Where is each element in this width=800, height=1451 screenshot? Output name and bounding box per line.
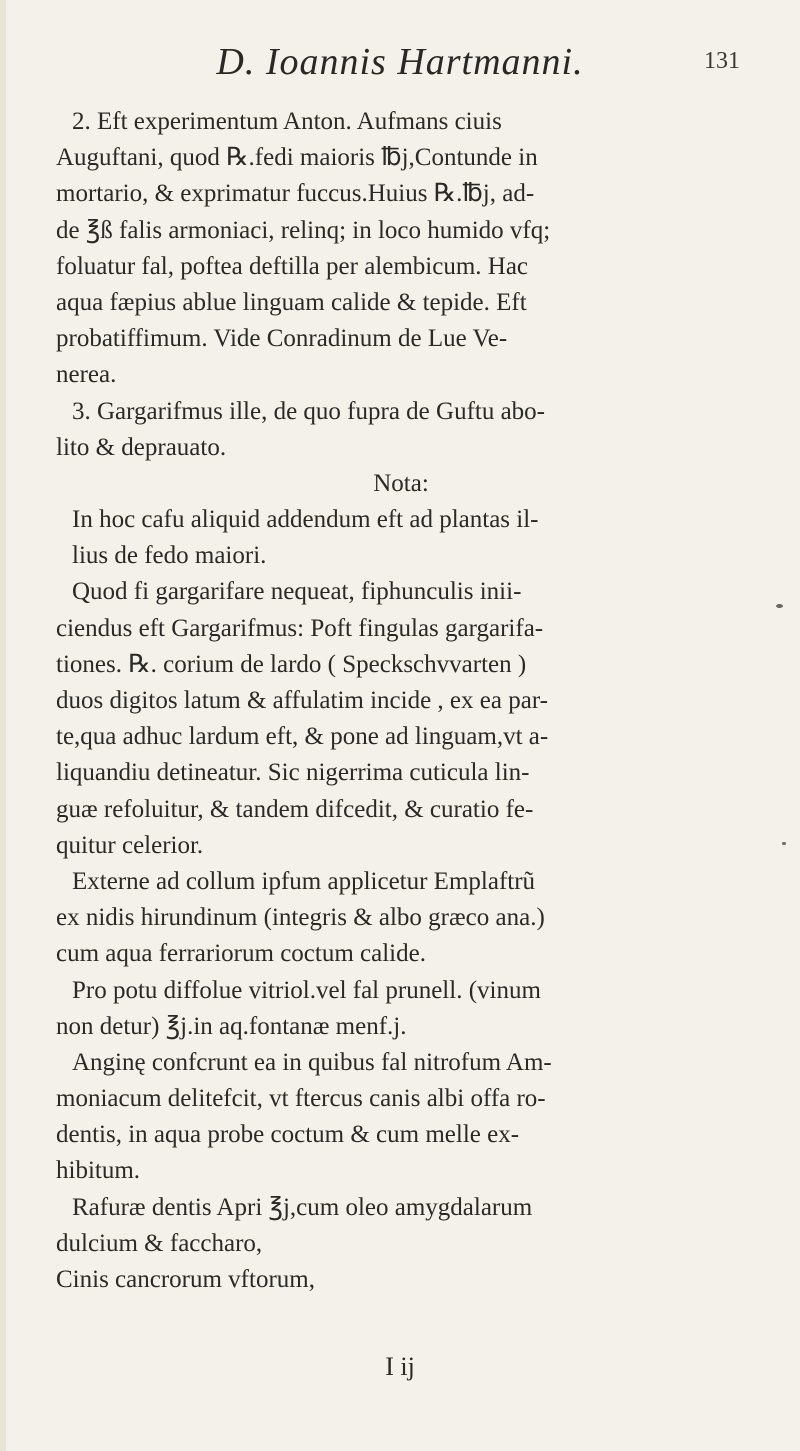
text-line: foluatur fal, poftea deftilla per alembicum. Hac (56, 252, 529, 280)
section-label: Nota: (373, 469, 429, 497)
text-line: nerea. (56, 361, 117, 389)
page-edge (0, 0, 6, 1451)
text-line: cum aqua ferrariorum coctum calide. (56, 940, 426, 968)
text-line: ciendus eft Gargarifmus: Poft fingulas gargarifa- (56, 614, 544, 642)
text-line: te,qua adhuc lardum eft, & pone ad linguam,vt a- (56, 723, 549, 751)
text-line: In hoc cafu aliquid addendum eft ad plantas il- (72, 506, 539, 534)
text-line: duos digitos latum & affulatim incide , ex ea par- (56, 687, 548, 714)
text-line: non detur) ℥j.in aq.fontanæ menf.j. (56, 1012, 407, 1040)
text-line: probatiffimum. Vide Conradinum de Lue Ve- (56, 325, 508, 353)
body-text (56, 104, 746, 1298)
text-line: Cinis cancrorum vftorum, (56, 1266, 315, 1293)
text-line: mortario, & exprimatur fuccus.Huius ℞.℔j, ad- (56, 180, 535, 208)
text-line: Rafuræ dentis Apri ℥j,cum oleo amygdalarum (72, 1193, 533, 1221)
signature-mark: I ij (385, 1352, 415, 1381)
text-line: Quod fi gargarifare nequeat, fiphunculis inii- (72, 578, 522, 606)
text-line: tiones. ℞. corium de lardo ( Speckschvvarten ) (56, 650, 527, 678)
ink-speck (782, 842, 786, 845)
page-header (0, 40, 800, 100)
text-line: de ℥ß falis armoniaci, relinq; in loco humido vfq; (56, 216, 551, 244)
text-line: dentis, in aqua probe coctum & cum melle ex- (56, 1121, 520, 1149)
text-line: hibitum. (56, 1157, 141, 1185)
text-line: aqua fæpius ablue linguam calide & tepide. Eft (56, 288, 527, 316)
ink-speck (776, 604, 783, 608)
text-line: dulcium & faccharo, (56, 1229, 263, 1257)
text-line: moniacum delitefcit, vt ftercus canis albi offa ro- (56, 1085, 546, 1113)
text-line: guæ refoluitur, & tandem difcedit, & curatio fe- (56, 795, 534, 823)
text-line: 3. Gargarifmus ille, de quo fupra de Guftu abo- (72, 397, 546, 425)
running-head: D. Ioannis Hartmanni. (216, 41, 584, 83)
text-line: Externe ad collum ipfum applicetur Emplaftrũ (72, 867, 536, 895)
text-line: Pro potu diffolue vitriol.vel fal prunell. (vinum (72, 976, 541, 1004)
text-line: Anginę confcrunt ea in quibus fal nitrofum Am- (72, 1048, 552, 1076)
text-line: lius de fedo maiori. (72, 542, 267, 570)
text-line: quitur celerior. (56, 831, 204, 859)
text-line: liquandiu detineatur. Sic nigerrima cuticula lin- (56, 759, 530, 787)
page-number: 131 (704, 48, 740, 74)
text-line: ex nidis hirundinum (integris & albo græco ana.) (56, 904, 545, 932)
text-line: 2. Eft experimentum Anton. Aufmans ciuis (72, 108, 502, 135)
text-line: Auguftani, quod ℞.fedi maioris ℔j,Contunde in (56, 144, 538, 172)
text-line: lito & deprauato. (56, 433, 227, 461)
